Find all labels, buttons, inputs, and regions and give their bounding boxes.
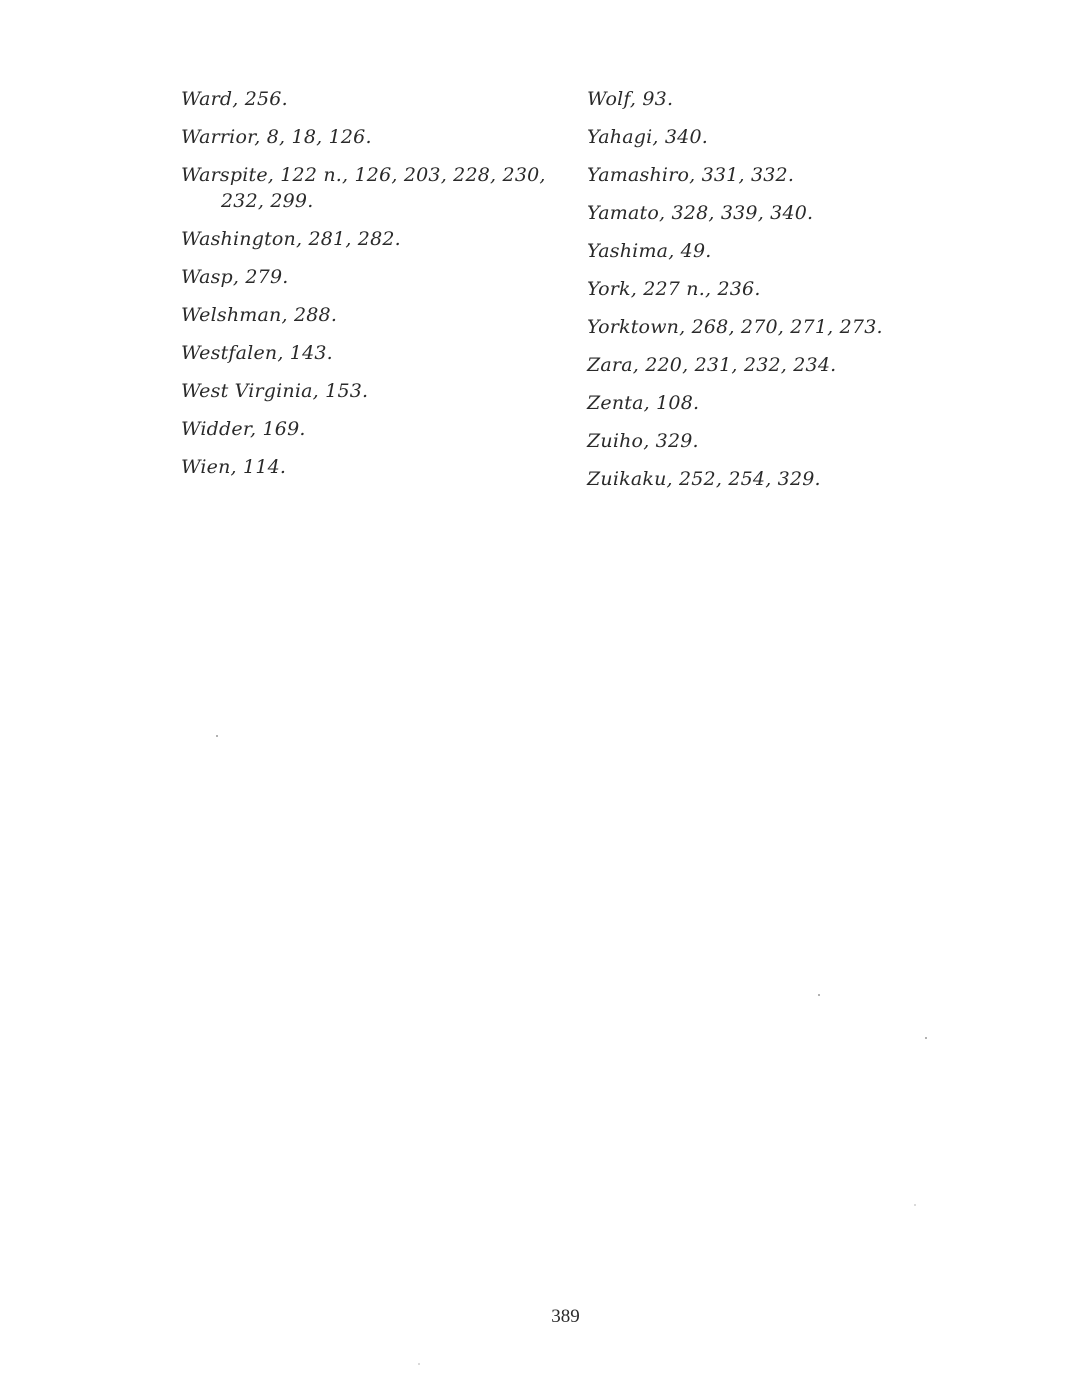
index-entry: Zara, 220, 231, 232, 234. — [587, 354, 837, 376]
index-entry: Yorktown, 268, 270, 271, 273. — [587, 316, 883, 338]
index-entry: Welshman, 288. — [181, 304, 338, 326]
index-entry: Yahagi, 340. — [587, 126, 708, 148]
index-entry: Warspite, 122 n., 126, 203, 228, 230, 232, 299. — [181, 164, 546, 212]
index-entry: Warrior, 8, 18, 126. — [181, 126, 372, 148]
index-entry: York, 227 n., 236. — [587, 278, 761, 300]
index-column-left — [181, 86, 561, 492]
index-entry: Yamashiro, 331, 332. — [587, 164, 795, 186]
index-entry: Zenta, 108. — [587, 392, 700, 414]
scan-speck — [418, 1363, 420, 1365]
page-number: 389 — [551, 1306, 580, 1327]
scan-speck — [216, 735, 218, 737]
scan-speck — [914, 1204, 916, 1206]
scan-speck — [925, 1037, 927, 1039]
index-entry: Ward, 256. — [181, 88, 288, 110]
index-entry: Wasp, 279. — [181, 266, 289, 288]
index-entry: Zuiho, 329. — [587, 430, 699, 452]
index-entry: West Virginia, 153. — [181, 380, 369, 402]
index-entry: Westfalen, 143. — [181, 342, 333, 364]
index-entry: Wolf, 93. — [587, 88, 674, 110]
index-entry: Yashima, 49. — [587, 240, 712, 262]
index-entry: Washington, 281, 282. — [181, 228, 401, 250]
index-entry: Yamato, 328, 339, 340. — [587, 202, 814, 224]
index-entry: Widder, 169. — [181, 418, 306, 440]
index-entry: Zuikaku, 252, 254, 329. — [587, 468, 821, 490]
index-entry: Wien, 114. — [181, 456, 287, 478]
scan-speck — [818, 994, 820, 996]
index-column-right — [587, 86, 967, 504]
